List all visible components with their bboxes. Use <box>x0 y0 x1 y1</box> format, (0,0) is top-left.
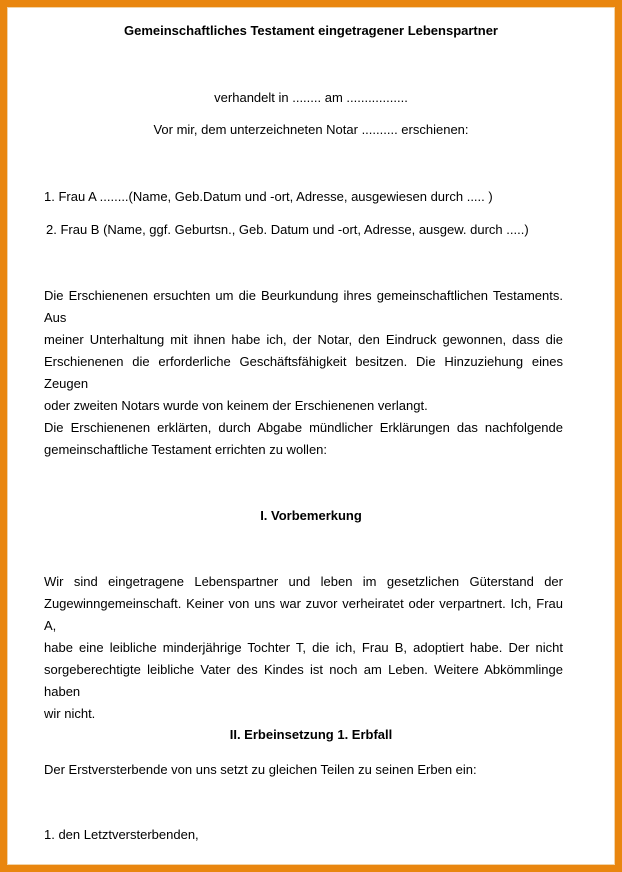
paragraph-line: oder zweiten Notars wurde von keinem der Erschienenen verlangt. <box>44 398 428 413</box>
paragraph-line: Zugewinngemeinschaft. Keiner von uns war zuvor verheiratet oder verpartnert. Ich, Frau A, <box>44 596 563 633</box>
paragraph-declaration <box>44 417 563 461</box>
party-a: 1. Frau A ........(Name, Geb.Datum und -ort, Adresse, ausgewiesen durch ..... ) <box>44 189 493 204</box>
paragraph-line: Wir sind eingetragene Lebenspartner und leben im gesetzlichen Güterstand der <box>44 574 563 589</box>
paragraph-vorbemerkung <box>44 571 563 725</box>
paragraph-line: wir nicht. <box>44 706 96 721</box>
document-title: Gemeinschaftliches Testament eingetragener Lebenspartner <box>124 23 498 38</box>
paragraph-line: Die Erschienenen ersuchten um die Beurkundung ihres gemeinschaftlichen Testaments. Aus <box>44 288 563 325</box>
paragraph-line: habe eine leibliche minderjährige Tochter T, die ich, Frau B, adoptiert habe. Der nicht <box>44 640 563 655</box>
list-item: 1. den Letztversterbenden, <box>44 827 199 842</box>
document-page <box>7 7 615 865</box>
paragraph-notary <box>44 285 563 417</box>
section-heading-vorbemerkung: I. Vorbemerkung <box>260 508 362 523</box>
party-b: 2. Frau B (Name, ggf. Geburtsn., Geb. Datum und -ort, Adresse, ausgew. durch .....) <box>46 222 529 237</box>
erbeinsetzung-text: Der Erstversterbende von uns setzt zu gleichen Teilen zu seinen Erben ein: <box>44 762 477 777</box>
paragraph-line: Die Erschienenen erklärten, durch Abgabe mündlicher Erklärungen das nachfolgende <box>44 420 563 435</box>
section-heading-erbeinsetzung: II. Erbeinsetzung 1. Erbfall <box>229 727 393 742</box>
paragraph-line: sorgeberechtigte leibliche Vater des Kindes ist noch am Leben. Weitere Abkömmlinge haben <box>44 662 563 699</box>
paragraph-line: gemeinschaftliche Testament errichten zu wollen: <box>44 442 328 457</box>
paragraph-line: Erschienenen die erforderliche Geschäftsfähigkeit besitzen. Die Hinzuziehung eines Zeugen <box>44 354 563 391</box>
intro-line-2: Vor mir, dem unterzeichneten Notar .......... erschienen: <box>153 122 469 137</box>
paragraph-line: meiner Unterhaltung mit ihnen habe ich, der Notar, den Eindruck gewonnen, dass die <box>44 332 563 347</box>
intro-line-1: verhandelt in ........ am ................. <box>214 90 408 105</box>
